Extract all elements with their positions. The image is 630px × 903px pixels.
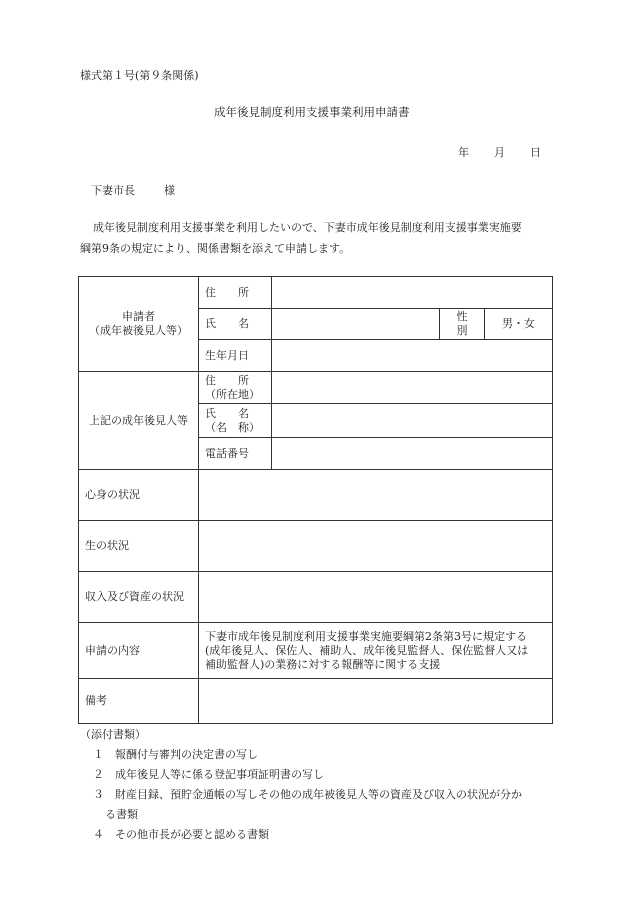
mind-body-label: 心身の状況 — [79, 470, 199, 521]
request-content-line2: (成年後見人、保佐人、補助人、成年後見監督人、保佐監督人又は — [205, 643, 529, 657]
remarks-label: 備考 — [79, 679, 199, 724]
attachment-item-2: ２ 成年後見人等に係る登記事項証明書の写し — [93, 768, 324, 781]
guardian-address-field[interactable] — [272, 372, 553, 404]
mind-body-field[interactable] — [199, 470, 553, 521]
applicant-name-field[interactable] — [272, 309, 440, 340]
guardian-address-label — [199, 372, 272, 404]
guardian-name-label-line2: （名 称） — [205, 420, 260, 434]
request-label: 申請の内容 — [79, 623, 199, 679]
attachment-item-3: ３ 財産目録、預貯金通帳の写しその他の成年被後見人等の資産及び収入の状況が分か — [93, 788, 522, 801]
application-table — [78, 276, 553, 724]
request-content-line1: 下妻市成年後見制度利用支援事業実施要綱第2条第3号に規定する — [205, 629, 527, 643]
birthdate-field[interactable] — [272, 340, 553, 372]
attachment-item-3-cont: る書類 — [105, 808, 138, 821]
sex-label: 性 別 — [440, 309, 485, 340]
life-field[interactable] — [199, 521, 553, 572]
life-label: 生の状況 — [79, 521, 199, 572]
attachment-item-1: １ 報酬付与審判の決定書の写し — [93, 748, 258, 761]
applicant-label — [79, 277, 199, 372]
guardian-phone-label: 電話番号 — [199, 438, 272, 470]
guardian-address-label-line1: 住 所 — [205, 373, 249, 387]
document-title: 成年後見制度利用支援事業利用申請書 — [214, 105, 410, 119]
form-number: 様式第１号(第９条関係) — [80, 69, 199, 82]
attachments-section — [80, 725, 522, 845]
income-label: 収入及び資産の状況 — [79, 572, 199, 623]
request-content-line3: 補助監督人)の業務に対する報酬等に関する支援 — [205, 657, 441, 671]
income-field[interactable] — [199, 572, 553, 623]
date-month: 月 — [494, 146, 505, 159]
applicant-label-line2: （成年被後見人等） — [89, 324, 188, 337]
applicant-address-field[interactable] — [272, 277, 553, 309]
remarks-field[interactable] — [199, 679, 553, 724]
guardian-name-field[interactable] — [272, 404, 553, 438]
intro-line-1: 成年後見制度利用支援事業を利用したいので、下妻市成年後見制度利用支援事業実施要 — [93, 221, 522, 234]
request-content — [199, 623, 553, 679]
guardian-label: 上記の成年後見人等 — [79, 372, 199, 470]
address-label: 住 所 — [199, 277, 272, 309]
attachment-item-4: ４ その他市長が必要と認める書類 — [93, 828, 269, 841]
intro-line-2: 綱第9条の規定により、関係書類を添えて申請します。 — [80, 242, 351, 255]
birthdate-label: 生年月日 — [199, 340, 272, 372]
guardian-name-label — [199, 404, 272, 438]
guardian-phone-field[interactable] — [272, 438, 553, 470]
name-label: 氏 名 — [199, 309, 272, 340]
applicant-label-line1: 申請者 — [122, 310, 155, 323]
date-year: 年 — [458, 146, 469, 159]
guardian-address-label-line2: （所在地） — [205, 387, 260, 401]
addressee-honorific: 様 — [164, 184, 175, 197]
addressee: 下妻市長 — [91, 184, 135, 197]
guardian-name-label-line1: 氏 名 — [205, 406, 249, 420]
attachments-heading: （添付書類） — [80, 728, 146, 741]
sex-options[interactable]: 男・女 — [485, 309, 553, 340]
date-day: 日 — [530, 146, 541, 159]
